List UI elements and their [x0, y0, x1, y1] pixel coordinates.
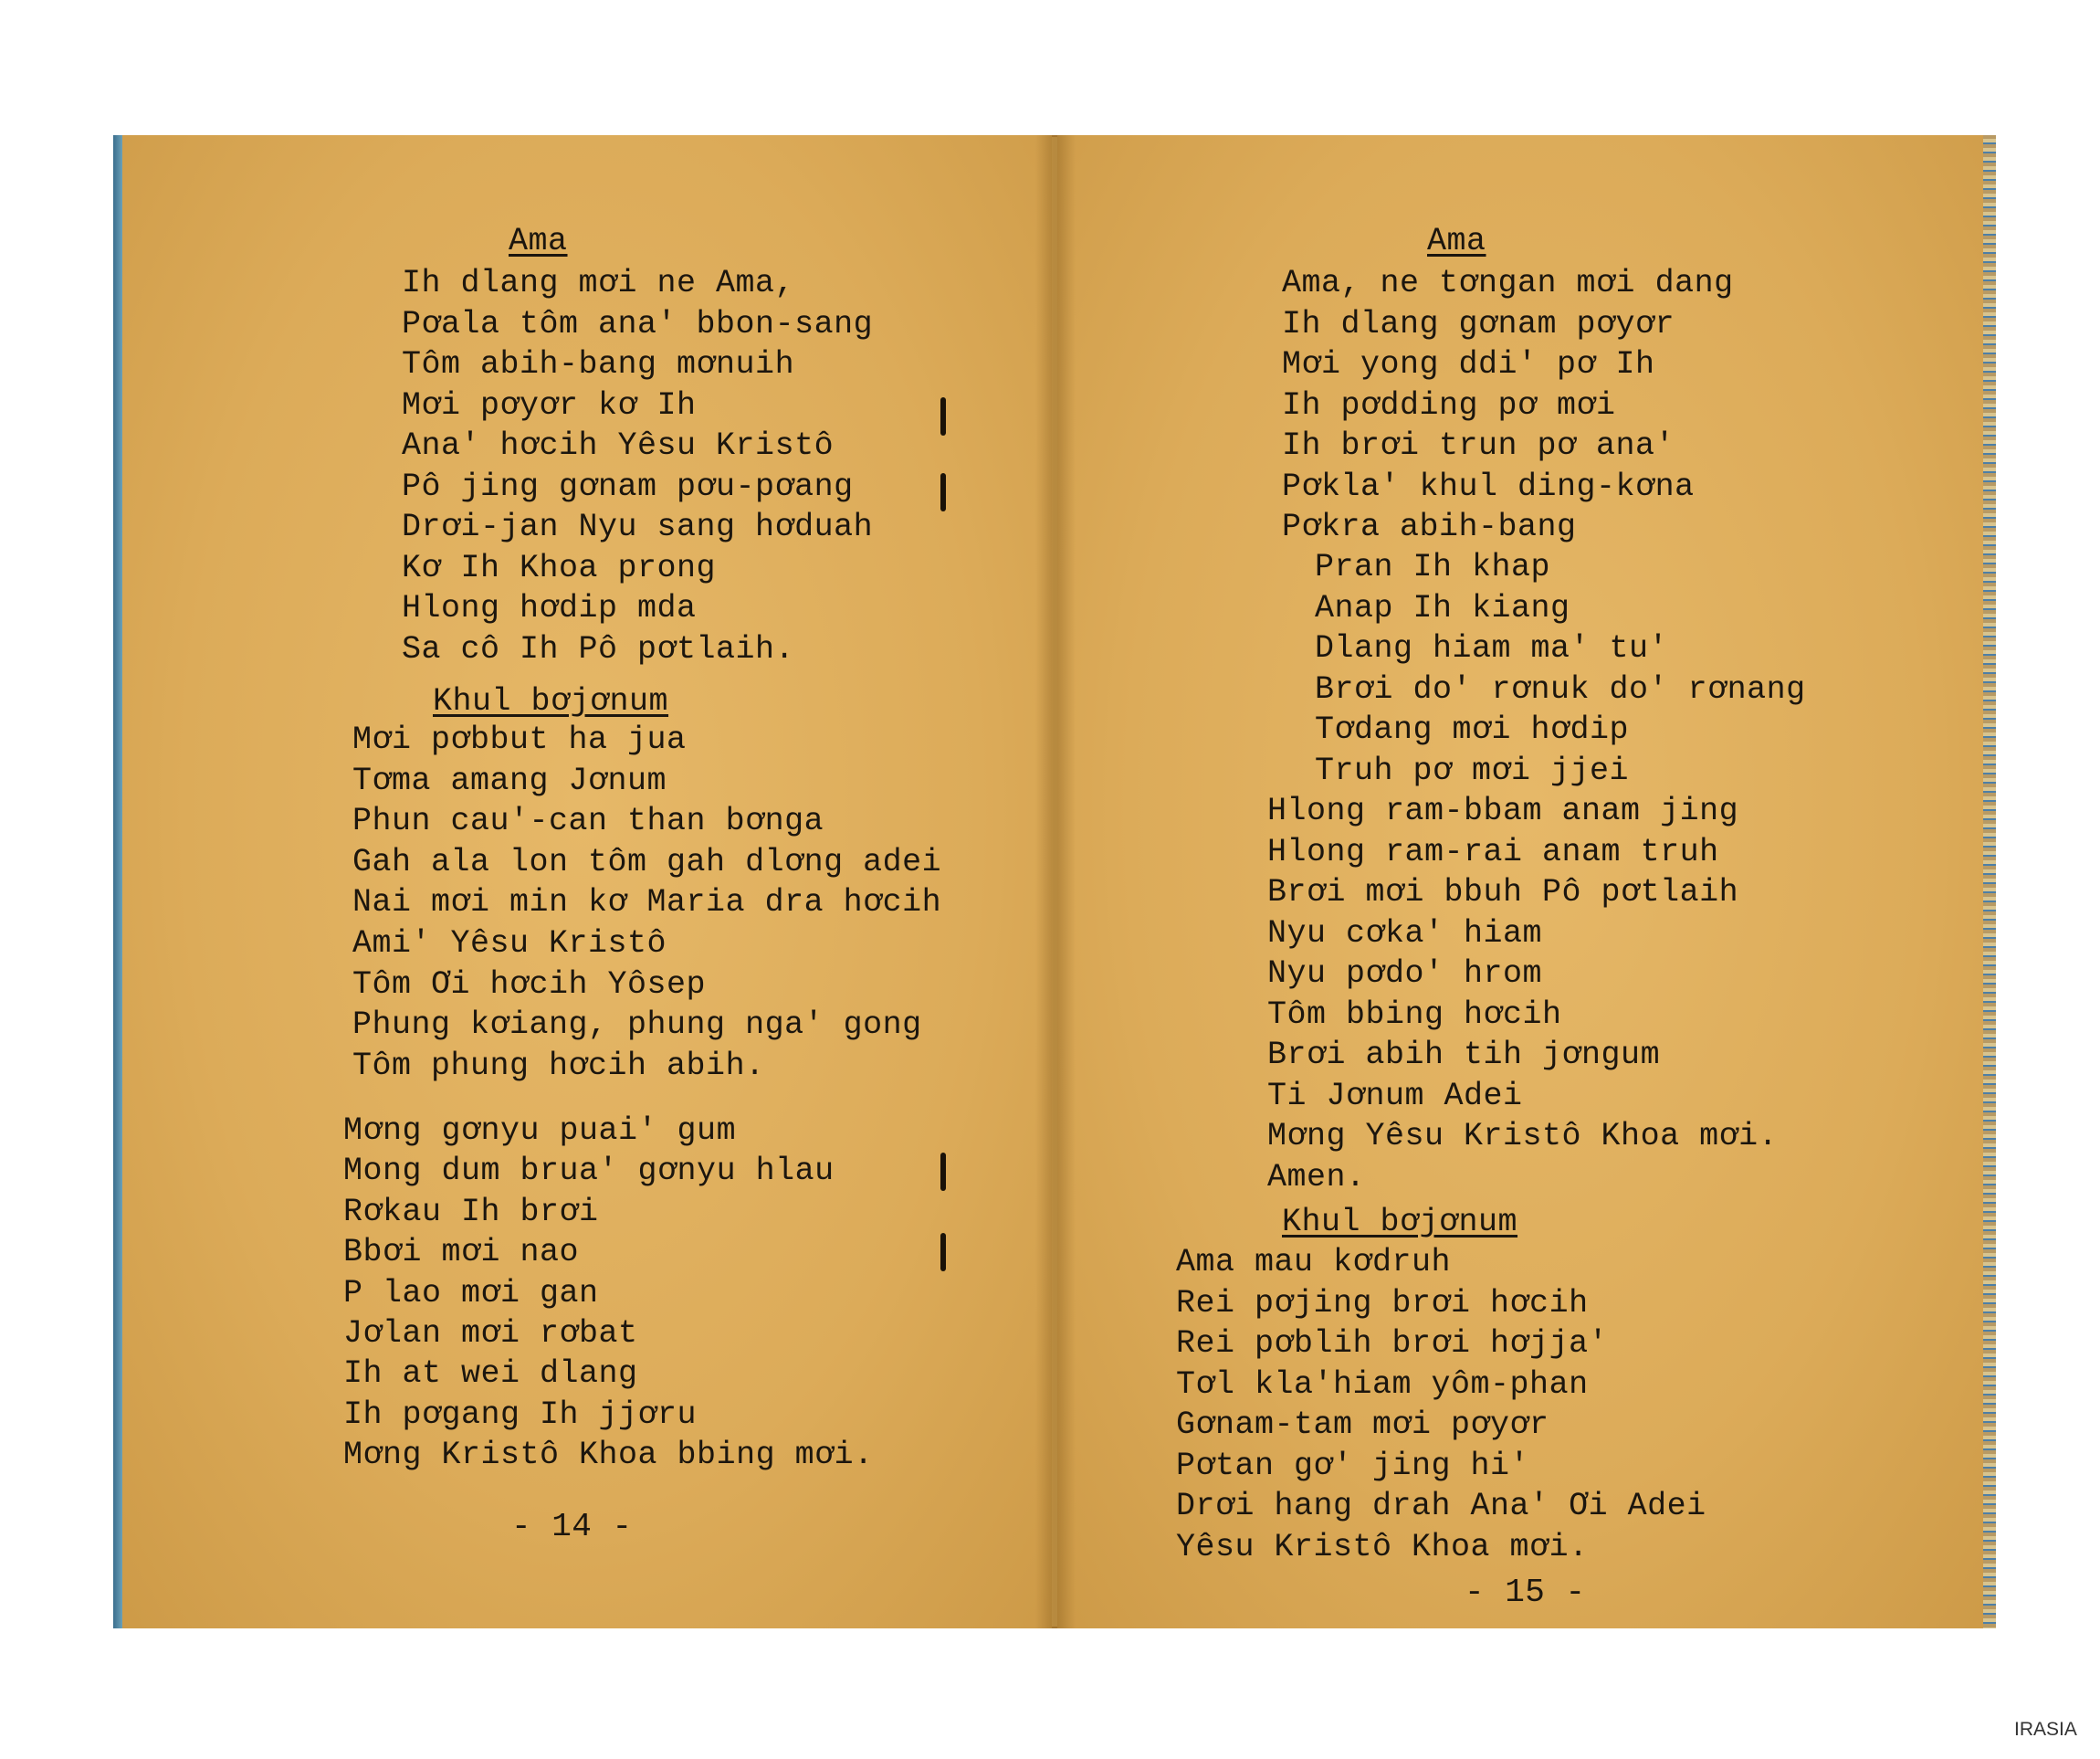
- section-title: Ama: [1427, 223, 1486, 259]
- section-heading: Khul bơjơnum: [1282, 1204, 1518, 1240]
- verse-line: P lao mơi gan: [343, 1274, 599, 1311]
- binding-stitch: [940, 1233, 946, 1271]
- verse-line: Tôm Ơi hơcih Yôsep: [352, 965, 707, 1003]
- verse-line: Pơkra abih-bang: [1282, 509, 1577, 545]
- verse-line: Mơng Yêsu Kristô Khoa mơi.: [1267, 1118, 1779, 1154]
- binding-stitch: [940, 397, 946, 436]
- verse-line: Drơi-jan Nyu sang hơduah: [402, 509, 874, 545]
- verse-line: Ih pơgang Ih jjơru: [343, 1396, 698, 1433]
- verse-line: Anap Ih kiang: [1315, 589, 1570, 627]
- verse-line: Brơi abih tih jơngum: [1267, 1037, 1661, 1073]
- verse-line: Mong dum brua' gơnyu hlau: [343, 1153, 835, 1190]
- verse-line: Mơi pơyơr kơ Ih: [402, 386, 697, 424]
- verse-line: Tơma amang Jơnum: [352, 762, 667, 799]
- verse-line: Hlong ram-bbam anam jing: [1267, 793, 1739, 829]
- verse-line: Ama, ne tơngan mơi dang: [1282, 265, 1734, 301]
- section-title: Ama: [509, 223, 568, 259]
- book-spine: [1035, 135, 1076, 1628]
- verse-line: Ih pơdding pơ mơi: [1282, 386, 1616, 424]
- verse-line: Phun cau'-can than bơnga: [352, 803, 824, 840]
- verse-line: Ih dlang mơi ne Ama,: [402, 265, 795, 301]
- verse-line: Phung kơiang, phung nga' gong: [352, 1006, 922, 1044]
- verse-line: Pô jing gơnam pơu-pơang: [402, 468, 854, 505]
- verse-line: Rei pơjing brơi hơcih: [1176, 1284, 1589, 1322]
- verse-line: Tơdang mơi hơdip: [1315, 711, 1630, 748]
- binding-stitch: [940, 1153, 946, 1191]
- verse-line: Drơi hang drah Ana' Ơi Adei: [1176, 1488, 1706, 1524]
- verse-line: Ana' hơcih Yêsu Kristô: [402, 427, 835, 464]
- verse-line: Pơtan gơ' jing hi': [1176, 1447, 1530, 1484]
- verse-line: Rei pơblih brơi hơjja': [1176, 1325, 1609, 1362]
- verse-line: Sa cô Ih Pô pơtlaih.: [402, 630, 795, 668]
- verse-line: Mơi pơbbut ha jua: [352, 722, 687, 758]
- binding-stitch: [940, 473, 946, 511]
- verse-line: Brơi do' rơnuk do' rơnang: [1315, 670, 1806, 708]
- verse-line: Mơng gơnyu puai' gum: [343, 1112, 737, 1149]
- watermark: IRASIA: [2014, 1719, 2077, 1740]
- verse-line: Mơng Kristô Khoa bbing mơi.: [343, 1437, 874, 1474]
- verse-line: Gơnam-tam mơi pơyơr: [1176, 1406, 1549, 1443]
- verse-line: Brơi mơi bbuh Pô pơtlaih: [1267, 874, 1739, 911]
- verse-line: Truh pơ mơi jjei: [1315, 752, 1630, 789]
- verse-line: Ih brơi trun pơ ana': [1282, 427, 1675, 464]
- verse-line: Amen.: [1267, 1158, 1366, 1195]
- page-number: - 14 -: [511, 1508, 633, 1545]
- verse-line: Yêsu Kristô Khoa mơi.: [1176, 1528, 1589, 1565]
- page-edges-right: [1983, 135, 1996, 1628]
- verse-line: Ih dlang gơnam pơyơr: [1282, 305, 1675, 342]
- verse-line: Bbơi mơi nao: [343, 1234, 580, 1271]
- verse-line: Jơlan mơi rơbat: [343, 1315, 638, 1352]
- verse-line: Tôm abih-bang mơnuih: [402, 346, 795, 383]
- section-heading: Khul bơjơnum: [433, 683, 669, 720]
- verse-line: Mơi yong ddi' pơ Ih: [1282, 346, 1655, 383]
- verse-line: Tơl kla'hiam yôm-phan: [1176, 1365, 1589, 1403]
- cover-edge-left: [113, 135, 122, 1628]
- page-number: - 15 -: [1465, 1574, 1586, 1611]
- verse-line: Rơkau Ih brơi: [343, 1193, 599, 1230]
- verse-line: Hlong ram-rai anam truh: [1267, 833, 1719, 870]
- verse-line: Ami' Yêsu Kristô: [352, 925, 667, 962]
- verse-line: Nyu cơka' hiam: [1267, 914, 1543, 952]
- verse-line: Tôm bbing hơcih: [1267, 995, 1562, 1033]
- verse-line: Ama mau kơdruh: [1176, 1244, 1452, 1280]
- verse-line: Pơkla' khul ding-kơna: [1282, 468, 1695, 505]
- verse-line: Ih at wei dlang: [343, 1355, 638, 1393]
- verse-line: Hlong hơdip mda: [402, 590, 697, 627]
- verse-line: Gah ala lon tôm gah dlơng adei: [352, 843, 942, 880]
- verse-line: Nyu pơdo' hrom: [1267, 955, 1543, 992]
- verse-line: Dlang hiam ma' tu': [1315, 630, 1669, 667]
- verse-line: Pơala tôm ana' bbon-sang: [402, 305, 874, 342]
- verse-line: Pran Ih khap: [1315, 549, 1551, 585]
- verse-line: Tôm phung hơcih abih.: [352, 1047, 765, 1084]
- verse-line: Ti Jơnum Adei: [1267, 1077, 1523, 1114]
- verse-line: Nai mơi min kơ Maria dra hơcih: [352, 884, 942, 922]
- verse-line: Kơ Ih Khoa prong: [402, 549, 717, 586]
